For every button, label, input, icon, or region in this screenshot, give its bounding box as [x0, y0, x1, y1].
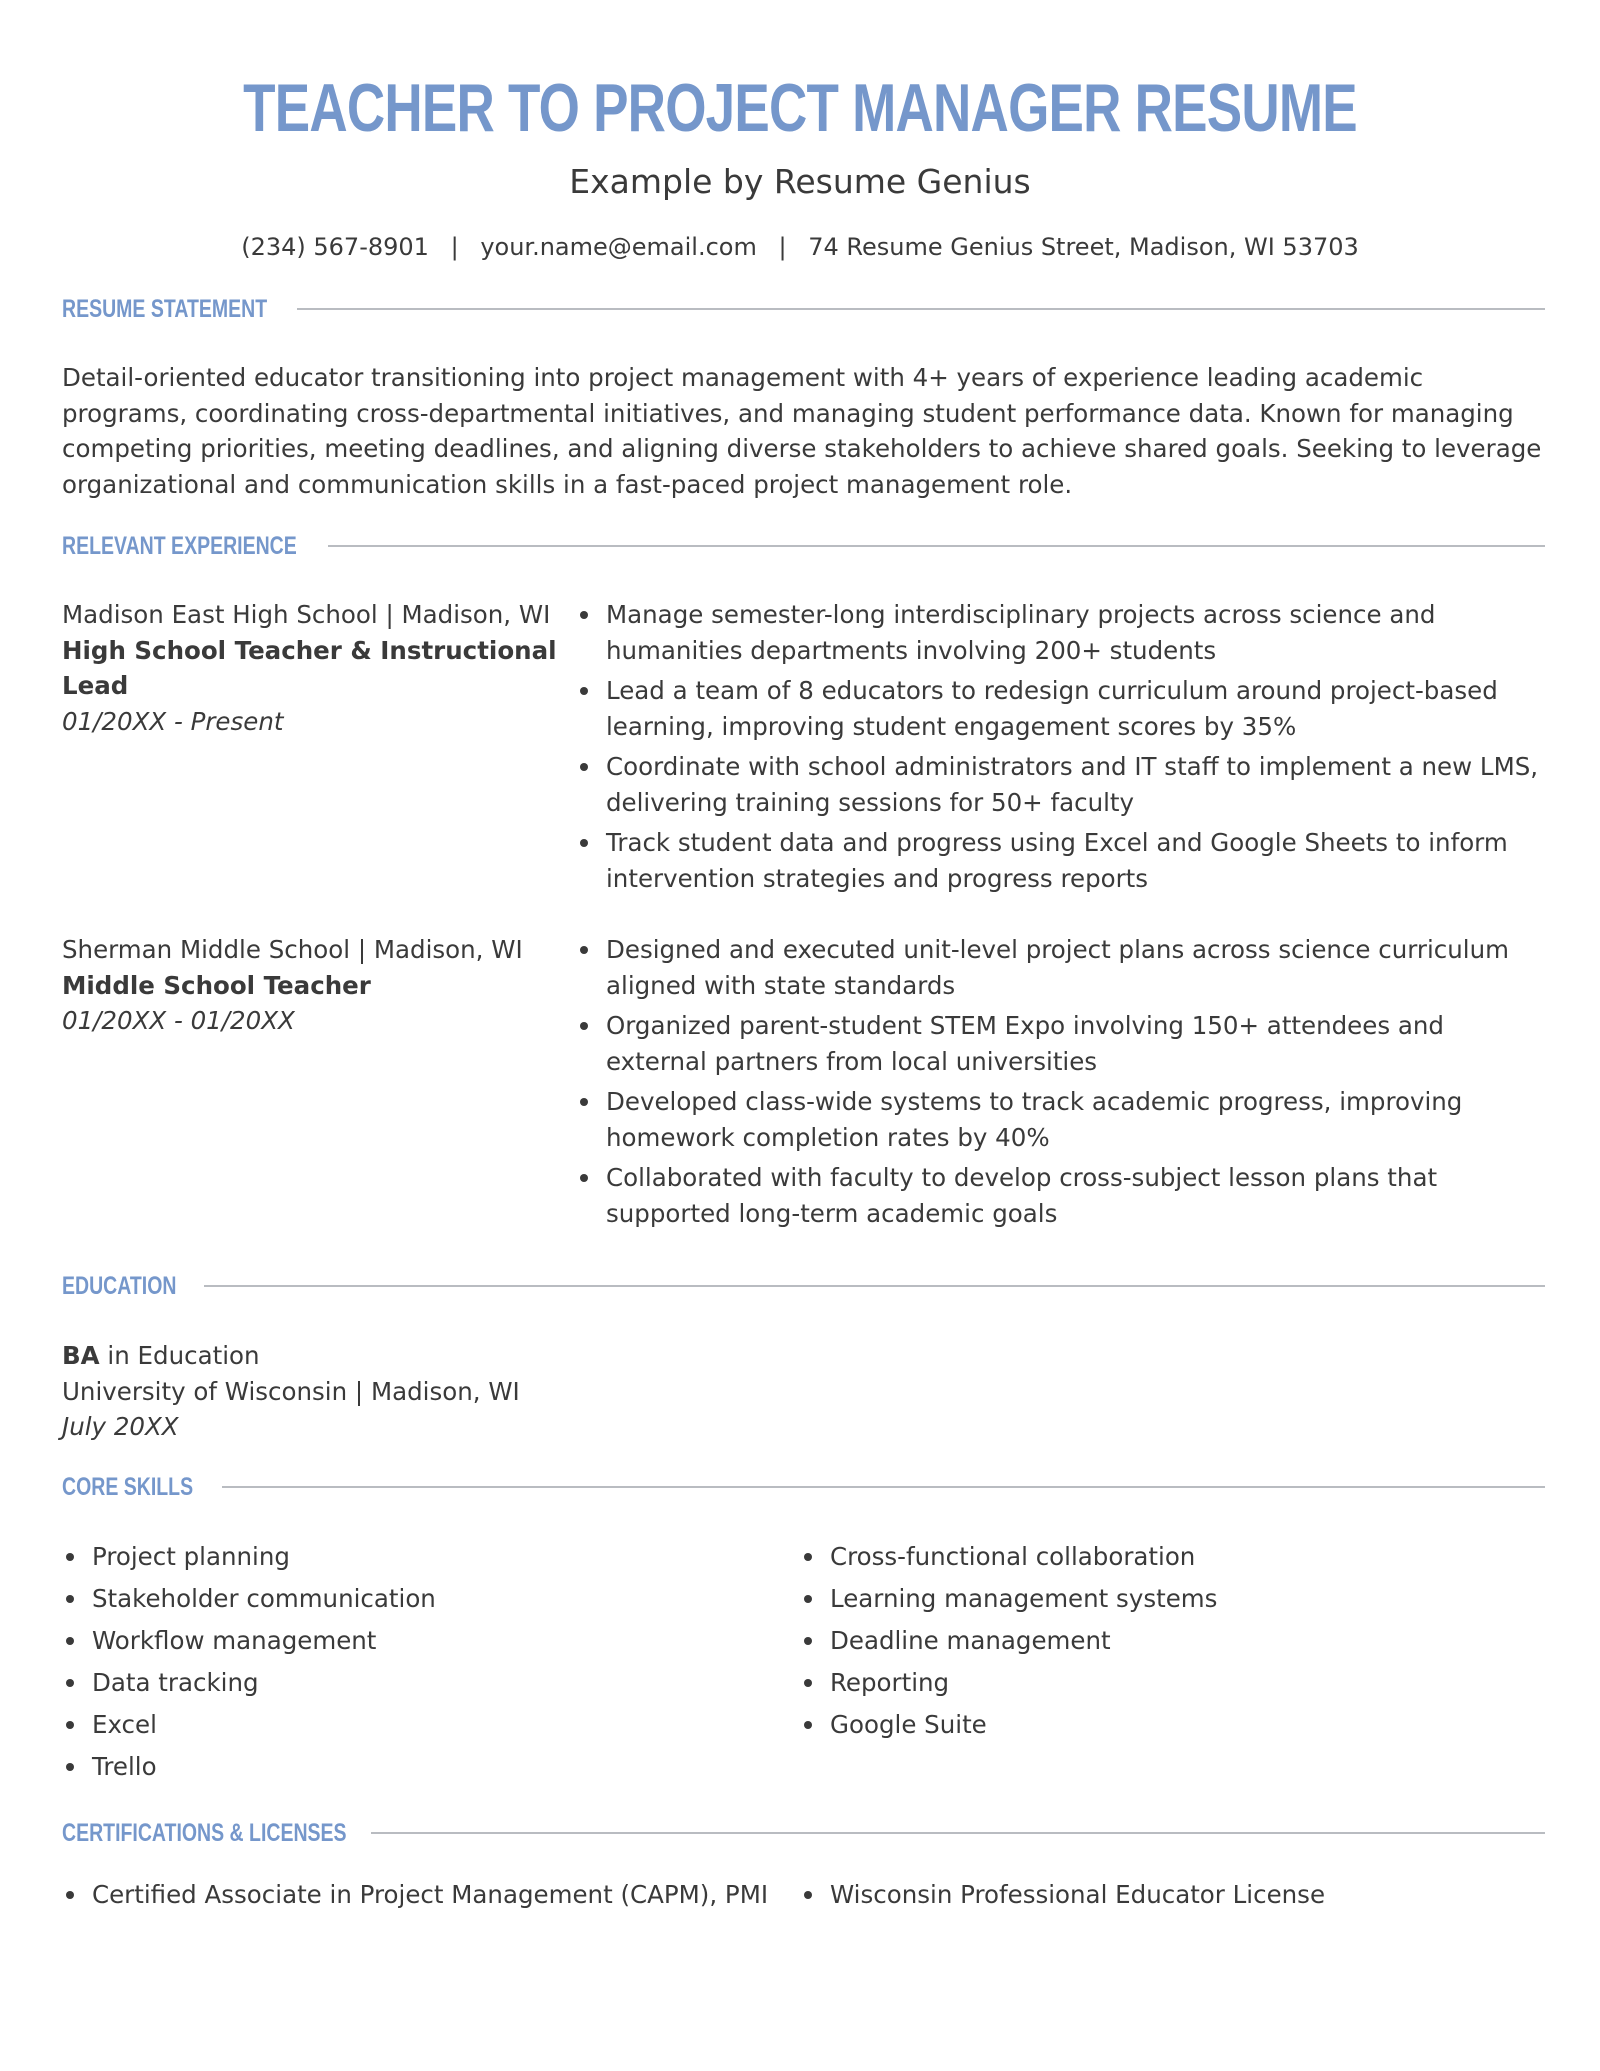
- section-divider: [222, 1486, 1545, 1488]
- list-item: Trello: [62, 1749, 762, 1785]
- contact-phone: (234) 567-8901: [241, 233, 429, 261]
- education-field: in Education: [99, 1341, 260, 1370]
- education-school: University of Wisconsin | Madison, WI: [62, 1376, 520, 1406]
- list-item: Deadline management: [800, 1623, 1500, 1659]
- list-item: Google Suite: [800, 1707, 1500, 1743]
- job-employer: Madison East High School | Madison, WI: [62, 600, 551, 629]
- resume-title: TEACHER TO PROJECT MANAGER RESUME: [243, 70, 1357, 146]
- list-item: Wisconsin Professional Educator License: [800, 1877, 1520, 1913]
- list-item: Developed class-wide systems to track academic progress, improving homework completion rates by 40%: [576, 1084, 1551, 1155]
- list-item: Stakeholder communication: [62, 1581, 762, 1617]
- job-employer: Sherman Middle School | Madison, WI: [62, 935, 523, 964]
- contact-address: 74 Resume Genius Street, Madison, WI 53703: [808, 233, 1359, 261]
- section-header-experience: [62, 529, 1545, 563]
- list-item: Collaborated with faculty to develop cross-subject lesson plans that supported long-term academic goals: [576, 1160, 1551, 1231]
- list-item: Reporting: [800, 1665, 1500, 1701]
- section-divider: [297, 308, 1545, 310]
- skills-column-left: [62, 1539, 762, 1791]
- section-title: RESUME STATEMENT: [62, 294, 268, 323]
- list-item: Organized parent-student STEM Expo involving 150+ attendees and external partners from local universities: [576, 1008, 1551, 1079]
- job-entry-1-bullets: [576, 597, 1551, 901]
- job-dates: 01/20XX - 01/20XX: [62, 1006, 295, 1035]
- education-date: July 20XX: [62, 1412, 179, 1441]
- list-item: Certified Associate in Project Management (CAPM), PMI: [62, 1877, 782, 1913]
- education-entry: [62, 1338, 862, 1445]
- education-degree: BA: [62, 1341, 100, 1370]
- list-item: Manage semester-long interdisciplinary projects across science and humanities departments involving 200+ students: [576, 597, 1551, 668]
- contact-separator: |: [450, 233, 459, 261]
- section-header-certifications: [62, 1816, 1545, 1850]
- job-role: High School Teacher & Instructional Lead: [62, 635, 557, 700]
- skills-column-right: [800, 1539, 1500, 1749]
- section-title: CERTIFICATIONS & LICENSES: [62, 1818, 347, 1847]
- section-title: EDUCATION: [62, 1271, 177, 1300]
- section-divider: [204, 1285, 1545, 1287]
- section-header-statement: [62, 292, 1545, 326]
- job-entry-2-bullets: [576, 932, 1551, 1236]
- contact-email: your.name@email.com: [480, 233, 757, 261]
- job-role: Middle School Teacher: [62, 970, 371, 1000]
- list-item: Workflow management: [62, 1623, 762, 1659]
- list-item: Lead a team of 8 educators to redesign curriculum around project-based learning, improving student engagement scores by 35%: [576, 673, 1551, 744]
- section-header-skills: [62, 1470, 1545, 1504]
- section-title: RELEVANT EXPERIENCE: [62, 531, 297, 560]
- job-entry-1-details: [62, 597, 572, 739]
- list-item: Project planning: [62, 1539, 762, 1575]
- list-item: Track student data and progress using Excel and Google Sheets to inform intervention strategies and progress reports: [576, 825, 1551, 896]
- contact-separator: |: [778, 233, 787, 261]
- education-degree-line: [62, 1338, 862, 1374]
- certifications-column-right: [800, 1877, 1520, 1918]
- section-header-education: [62, 1269, 1545, 1303]
- contact-line: [0, 230, 1600, 264]
- list-item: Designed and executed unit-level project plans across science curriculum aligned with state standards: [576, 932, 1551, 1003]
- section-divider: [328, 545, 1545, 547]
- job-entry-2-details: [62, 932, 572, 1039]
- resume-subtitle: Example by Resume Genius: [569, 162, 1031, 201]
- list-item: Coordinate with school administrators and IT staff to implement a new LMS, delivering training sessions for 50+ faculty: [576, 749, 1551, 820]
- list-item: Learning management systems: [800, 1581, 1500, 1617]
- list-item: Data tracking: [62, 1665, 762, 1701]
- job-dates: 01/20XX - Present: [62, 706, 284, 736]
- section-divider: [371, 1832, 1545, 1834]
- certifications-column-left: [62, 1877, 782, 1918]
- list-item: Excel: [62, 1707, 762, 1743]
- list-item: Cross-functional collaboration: [800, 1539, 1500, 1575]
- resume-statement: Detail-oriented educator transitioning into project management with 4+ years of experience leading academic programs, coordinating cross-departmental initiatives, and managing student performance data. Known for managing competing priorities, meeting deadlines, and aligning diverse stakeholders to achieve shared goals. Seeking to leverage organizational and communication skills in a fast-paced project management role.: [62, 363, 1542, 499]
- section-title: CORE SKILLS: [62, 1472, 194, 1501]
